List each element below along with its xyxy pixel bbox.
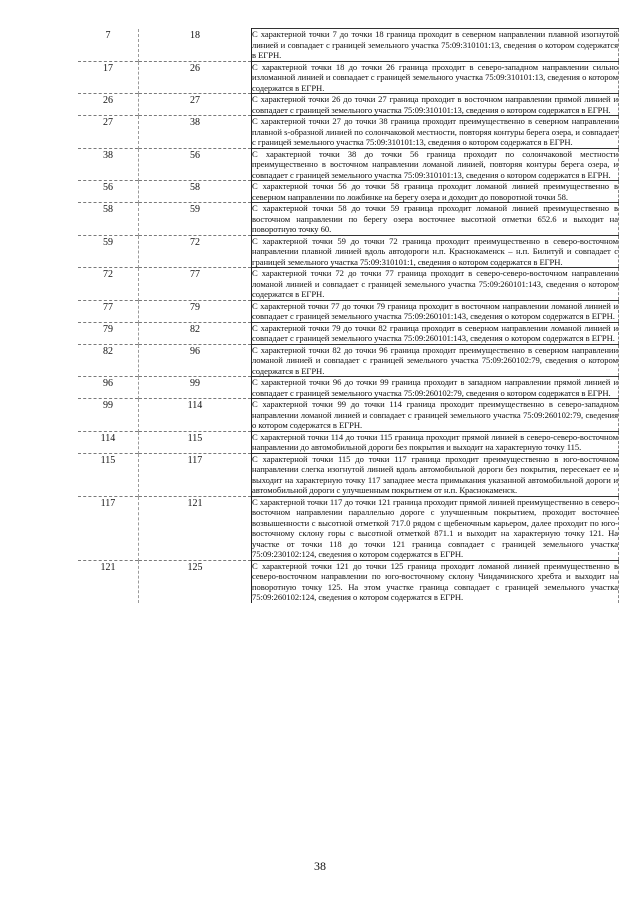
to-point-number: 59 <box>190 204 200 215</box>
to-point-cell <box>139 344 252 377</box>
to-point-number: 115 <box>187 432 203 444</box>
table-row <box>78 148 619 181</box>
table-row <box>78 453 619 496</box>
from-point-cell <box>78 377 139 399</box>
table-row <box>78 235 619 268</box>
to-point-cell <box>139 29 252 62</box>
boundary-description: С характерной точки 114 до точки 115 граница проходит прямой линией в северо-северо-восточном направлении до автомобильной дороги без покрытия и выходит на характерную точку 115. <box>252 431 618 452</box>
boundary-description: С характерной точки 38 до точки 56 граница проходит по солончаковой местности преимущественно в восточном направлении ломаной линией, повторяя контуры берега озера, и совпадает с границей земельного участка 75:09:310101:13, сведения о котором содержатся в ЕГРН. <box>252 148 618 180</box>
table-row <box>78 29 619 62</box>
boundary-description: С характерной точки 58 до точки 59 граница проходит ломаной линией преимущественно в восточном направлении по берегу озера восточнее высотной отметки 652.6 и выходит на поворотную точку 60. <box>252 203 618 234</box>
boundary-description-table <box>78 28 619 603</box>
boundary-description: С характерной точки 121 до точки 125 граница проходит ломаной линией преимущественно в северо-восточном направлении по юго-восточному склону Чиндачинского хребта и выходит на поворотную точку 125. На этом участке граница совпадает с границей земельного участка 75:09:260102:124, сведения о котором содержатся в ЕГРН. <box>252 560 618 602</box>
to-point-cell <box>139 322 252 344</box>
boundary-description: С характерной точки 77 до точки 79 граница проходит в восточном направлении ломаной линией и совпадает с границей земельного участка 75:09:260101:143, сведения о котором содержатся в ЕГРН. <box>252 300 618 321</box>
table-row <box>78 322 619 344</box>
table-row <box>78 94 619 116</box>
from-point-number: 121 <box>100 561 116 573</box>
from-point-cell <box>78 431 139 453</box>
from-point-number: 56 <box>103 182 113 193</box>
from-point-number: 26 <box>103 95 113 106</box>
table-row <box>78 560 619 603</box>
boundary-description: С характерной точки 117 до точки 121 граница проходит прямой линией преимущественно в северо-восточном направлении параллельно дороге с улучшенным покрытием, проходит восточнее возвышенности с высотной отметкой 717.0 рядом с щебеночным карьером, далее проходит по юго-восточному склону горы с высотной отметкой 871.1 и выходит на характерную точку 121. На участке от точки 118 до точки 121 граница совпадает с границей земельного участка 75:09:230102:124, сведения о котором содержатся в ЕГРН. <box>252 496 618 559</box>
boundary-description: С характерной точки 27 до точки 38 граница проходит преимущественно в северном направлении плавной s-образной линией по солончаковой местности, повторяя контуры берега озера, и совпадает с границей земельного участка 75:09:310101:13, сведения о котором содержатся в ЕГРН. <box>252 116 618 147</box>
table-body <box>78 29 619 603</box>
from-point-number: 82 <box>103 345 113 357</box>
from-point-cell <box>78 322 139 344</box>
to-point-number: 99 <box>190 378 200 389</box>
boundary-description: С характерной точки 59 до точки 72 граница проходит преимущественно в северо-восточном направлении плавной линией вдоль автодороги н.п. Краснокаменск – н.п. Билитуй и совпадает с границей земельного участка 75:09:310101:1, сведения о котором содержатся в ЕГРН. <box>252 235 618 267</box>
to-point-number: 114 <box>187 400 203 411</box>
from-point-cell <box>78 181 139 203</box>
boundary-description: С характерной точки 115 до точки 117 граница проходит преимущественно в юго-восточном направлении слегка изогнутой линией вдоль автомобильной дороги без покрытия, пересекает ее и выходит на характерную точку 117 западнее места примыкания указанной автомобильной дороги и автомобильной дороги с улучшенным покрытием от н.п. Краснокаменск. <box>252 453 618 495</box>
to-point-cell <box>139 377 252 399</box>
to-point-cell <box>139 181 252 203</box>
to-point-number: 26 <box>190 62 200 74</box>
to-point-cell <box>139 148 252 181</box>
from-point-number: 59 <box>103 236 113 248</box>
from-point-cell <box>78 560 139 603</box>
from-point-number: 27 <box>103 117 113 128</box>
from-point-cell <box>78 29 139 62</box>
from-point-cell <box>78 116 139 149</box>
table-row <box>78 431 619 453</box>
to-point-number: 96 <box>190 345 200 357</box>
table-row <box>78 377 619 399</box>
to-point-cell <box>139 496 252 560</box>
to-point-number: 27 <box>190 95 200 106</box>
table-row <box>78 496 619 560</box>
boundary-description: С характерной точки 82 до точки 96 граница проходит преимущественно в северном направлении ломаной линией и совпадает с границей земельного участка 75:09:260102:79, сведения о котором содержатся в ЕГРН. <box>252 344 618 376</box>
boundary-description: С характерной точки 56 до точки 58 граница проходит ломаной линией преимущественно в северном направлении по ложбинке на берегу озера и доходит до поворотной точки 58. <box>252 181 618 202</box>
to-point-number: 56 <box>190 149 200 161</box>
from-point-cell <box>78 203 139 236</box>
from-point-cell <box>78 94 139 116</box>
from-point-cell <box>78 399 139 432</box>
from-point-number: 79 <box>103 323 113 335</box>
to-point-number: 77 <box>190 269 200 280</box>
from-point-cell <box>78 453 139 496</box>
page-number: 38 <box>314 859 326 873</box>
to-point-number: 121 <box>187 497 203 509</box>
from-point-number: 99 <box>103 400 113 411</box>
boundary-description: С характерной точки 18 до точки 26 граница проходит в северо-западном направлении сильно изломанной линией и совпадает с границей земельного участка 75:09:310101:13, сведения о котором содержатся в ЕГРН. <box>252 61 618 93</box>
boundary-description: С характерной точки 7 до точки 18 граница проходит в северном направлении плавной изогнутой линией и совпадает с границей земельного участка 75:09:310101:13, сведения о котором содержатся в ЕГРН. <box>252 29 618 60</box>
table-row <box>78 344 619 377</box>
to-point-number: 117 <box>187 454 203 466</box>
from-point-cell <box>78 268 139 301</box>
to-point-number: 79 <box>190 301 200 313</box>
table-row <box>78 61 619 94</box>
to-point-cell <box>139 268 252 301</box>
to-point-cell <box>139 560 252 603</box>
to-point-number: 72 <box>190 236 200 248</box>
from-point-cell <box>78 148 139 181</box>
to-point-cell <box>139 203 252 236</box>
to-point-cell <box>139 399 252 432</box>
from-point-cell <box>78 235 139 268</box>
from-point-number: 114 <box>100 432 116 444</box>
table-row <box>78 181 619 203</box>
from-point-number: 96 <box>103 378 113 389</box>
to-point-cell <box>139 300 252 322</box>
boundary-description: С характерной точки 72 до точки 77 граница проходит в северо-северо-восточном направлении ломаной линией и совпадает с границей земельного участка 75:09:260101:143, сведения о котором содержатся в ЕГРН. <box>252 268 618 299</box>
to-point-cell <box>139 94 252 116</box>
from-point-number: 117 <box>100 497 116 509</box>
to-point-number: 18 <box>190 29 200 41</box>
from-point-cell <box>78 496 139 560</box>
to-point-number: 125 <box>187 561 203 573</box>
from-point-number: 72 <box>103 269 113 280</box>
to-point-cell <box>139 235 252 268</box>
to-point-cell <box>139 431 252 453</box>
from-point-number: 58 <box>103 204 113 215</box>
boundary-description: С характерной точки 26 до точки 27 граница проходит в восточном направлении прямой линией и совпадает с границей земельного участка 75:09:310101:13, сведения о котором содержатся в ЕГРН. <box>252 94 618 115</box>
from-point-number: 7 <box>105 29 111 41</box>
boundary-description: С характерной точки 79 до точки 82 граница проходит в северном направлении ломаной линией и совпадает с границей земельного участка 75:09:260101:143, сведения о котором содержатся в ЕГРН. <box>252 322 618 343</box>
boundary-description: С характерной точки 96 до точки 99 граница проходит в западном направлении прямой линией и совпадает с границей земельного участка 75:09:260102:79, сведения о котором содержатся в ЕГРН. <box>252 377 618 398</box>
from-point-number: 115 <box>100 454 116 466</box>
to-point-number: 82 <box>190 323 200 335</box>
from-point-cell <box>78 61 139 94</box>
table-row <box>78 268 619 301</box>
boundary-description: С характерной точки 99 до точки 114 граница проходит преимущественно в северо-западном направлении ломаной линией и совпадает с границей земельного участка 75:09:260102:79, сведения о котором содержатся в ЕГРН. <box>252 399 618 430</box>
from-point-number: 77 <box>103 301 113 313</box>
table-row <box>78 399 619 432</box>
from-point-cell <box>78 344 139 377</box>
to-point-cell <box>139 116 252 149</box>
to-point-cell <box>139 453 252 496</box>
to-point-cell <box>139 61 252 94</box>
to-point-number: 38 <box>190 117 200 128</box>
table-row <box>78 203 619 236</box>
table-row <box>78 300 619 322</box>
from-point-number: 17 <box>103 62 113 74</box>
from-point-cell <box>78 300 139 322</box>
from-point-number: 38 <box>103 149 113 161</box>
table-row <box>78 116 619 149</box>
to-point-number: 58 <box>190 182 200 193</box>
